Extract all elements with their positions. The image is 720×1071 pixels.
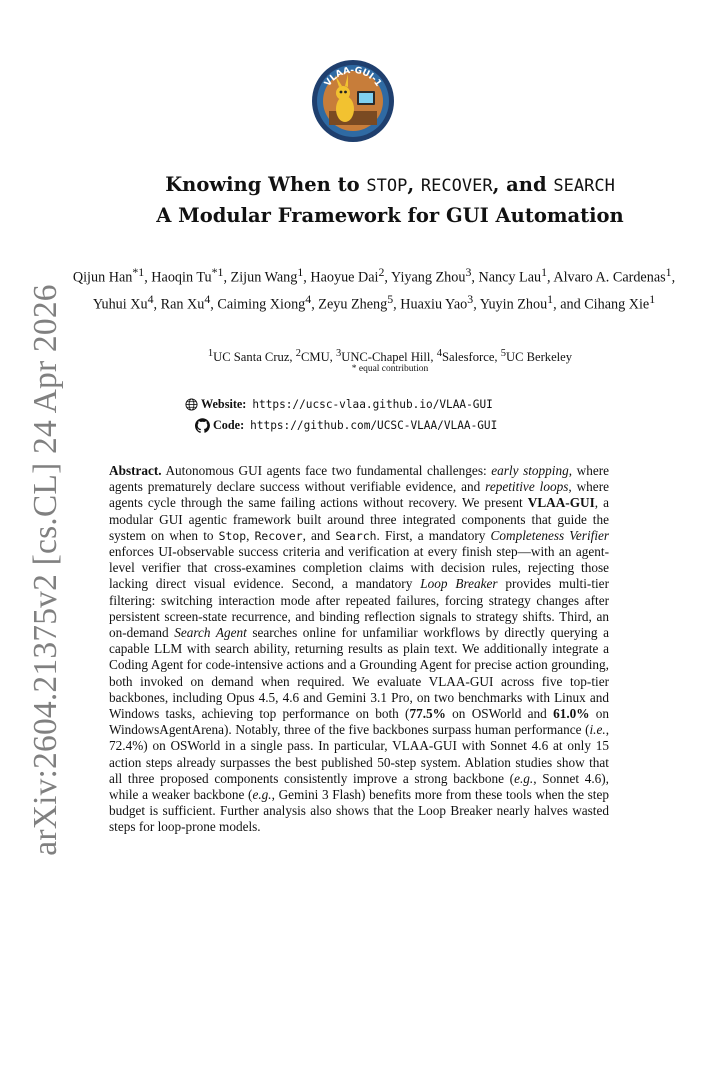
svg-text:VLAA-GUI-1: VLAA-GUI-1 bbox=[323, 65, 384, 89]
project-logo bbox=[311, 59, 395, 143]
paper-title bbox=[60, 170, 720, 231]
arxiv-identifier-text: arXiv:2604.21375v2 [cs.CL] 24 Apr 2026 bbox=[27, 284, 64, 856]
project-links bbox=[185, 394, 497, 436]
code-link-row[interactable] bbox=[195, 415, 497, 436]
author-list: Qijun Han$^{*1}$, Haoqin Tu$^{*1}$, Zijun Wang$^1$, Haoyue Dai$^2$, Yiyang Zhou$^3$, Nancy Lau$^1$, Alvaro A. Cardenas$^1$, Yuhui Xu$^4$, Ran Xu$^4$, Caiming Xiong$^4$, Zeyu Zheng$^5$, Huaxiu Yao$^3$, Yuyin Zhou$^1$, and Cihang Xie$^1$ bbox=[72, 265, 676, 313]
title-recover-keyword: RECOVER bbox=[420, 176, 493, 196]
abstract: Abstract. Autonomous GUI agents face two fundamental challenges: early stopping, where agents prematurely declare success without verifiable evidence, and repetitive loops, where agents cycle through the same failing actions without recovery. We present VLAA-GUI, a modular GUI agentic framework built around three integrated components that guide the system on when to Stop, Recover, and Search. First, a mandatory Completeness Verifier enforces UI-observable success criteria and verification at every finish step—with an agent-level verifier that cross-examines completion claims with decision rules, rejecting those lacking direct visual evidence. Second, a mandatory Loop Breaker provides multi-tier filtering: switching interaction mode after repeated failures, forcing strategy changes after persistent screen-state recurrence, and binding reflection signals to strategy shifts. Third, an on-demand Search Agent searches online for unfamiliar workflows by directly querying a capable LLM with search ability, returning results as plain text. We additionally integrate a Coding Agent for code-intensive actions and a Grounding Agent for precise action grounding, both invoked on demand when required. We evaluate VLAA-GUI across five top-tier backbones, including Opus 4.5, 4.6 and Gemini 3.1 Pro, on two benchmarks with Linux and Windows tasks, achieving top performance on both (77.5% on OSWorld and 61.0% on WindowsAgentArena). Notably, three of the five backbones surpass human performance (i.e., 72.4%) on OSWorld in a single pass. In particular, VLAA-GUI with Sonnet 4.6 at only 15 action steps already surpasses the best published 50-step system. Ablation studies show that all three proposed components consistently improve a strong backbone (e.g., Sonnet 4.6), while a weaker backbone (e.g., Gemini 3 Flash) benefits more from these tools when the step budget is sufficient. Further analysis also shows that the Loop Breaker nearly halves wasted steps for loop-prone models. bbox=[109, 463, 610, 835]
title-line-1: Knowing When to STOP, RECOVER, and SEARCH bbox=[165, 173, 615, 196]
code-url[interactable]: https://github.com/UCSC-VLAA/VLAA-GUI bbox=[250, 419, 498, 432]
equal-contribution-note: * equal contribution bbox=[351, 364, 429, 374]
code-label: Code: bbox=[213, 418, 245, 432]
affiliations: $^1$UC Santa Cruz, $^2$CMU, $^3$UNC-Chapel Hill, $^4$Salesforce, $^5$UC Berkeley bbox=[207, 348, 573, 365]
website-label: Website: bbox=[201, 397, 247, 411]
globe-icon bbox=[185, 398, 198, 411]
logo-badge-icon bbox=[311, 59, 395, 143]
title-stop-keyword: STOP bbox=[366, 176, 408, 196]
github-icon bbox=[195, 418, 210, 433]
website-link-row[interactable] bbox=[185, 394, 497, 415]
website-url[interactable]: https://ucsc-vlaa.github.io/VLAA-GUI bbox=[252, 398, 493, 411]
title-search-keyword: SEARCH bbox=[553, 176, 615, 196]
title-line-2: A Modular Framework for GUI Automation bbox=[156, 204, 624, 227]
